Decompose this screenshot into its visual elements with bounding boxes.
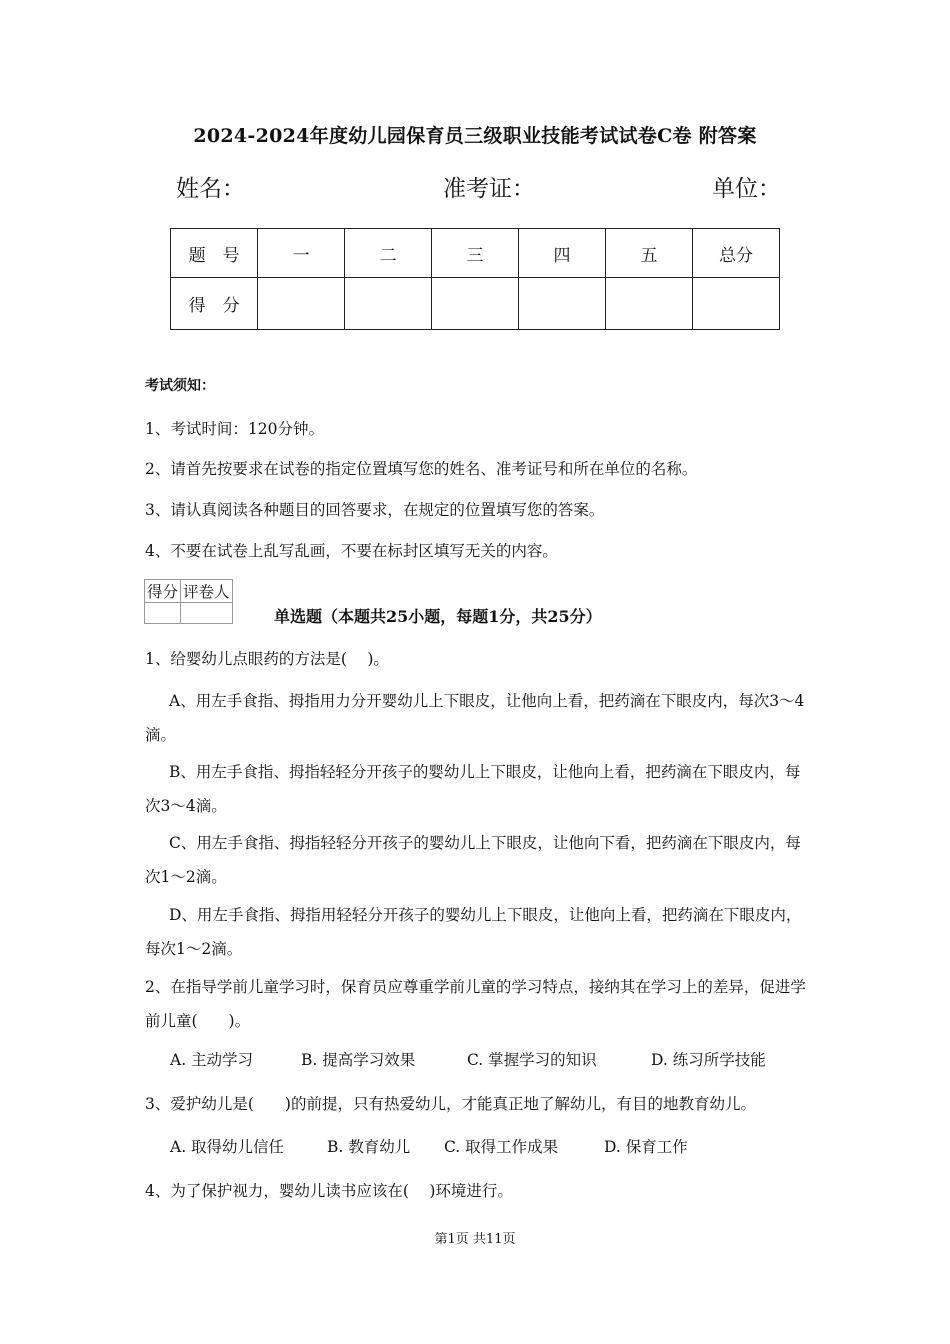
- exam-id-label: 准考证：: [443, 176, 535, 202]
- score-header-cell: 题 号: [171, 229, 258, 278]
- score-header-cell: 总分: [692, 229, 779, 278]
- question-3-option-b: B. 教育幼儿: [327, 1138, 411, 1156]
- question-1-stem: 1、给婴幼儿点眼药的方法是( )。: [145, 650, 389, 668]
- grader-reviewer-label: 评卷人: [181, 580, 233, 603]
- notice-item: 3、请认真阅读各种题目的回答要求，在规定的位置填写您的答案。: [145, 501, 605, 519]
- score-cell: [345, 278, 432, 330]
- score-cell: [258, 278, 345, 330]
- question-3-options: [170, 1137, 688, 1157]
- option-text: A、用左手食指、拇指用力分开婴幼儿上下眼皮，让他向上看，把药滴在下眼皮内，每次3～4滴。: [145, 692, 805, 744]
- notice-heading: 考试须知：: [145, 378, 215, 394]
- unit-label: 单位：: [712, 176, 781, 202]
- score-cell: [432, 278, 519, 330]
- grader-score-label: 得分: [145, 580, 181, 603]
- section-title: 单选题（本题共25小题，每题1分，共25分）: [274, 607, 602, 626]
- score-table: [170, 228, 780, 330]
- score-cell: [692, 278, 779, 330]
- page-footer: 第1页 共11页: [434, 1232, 516, 1247]
- name-label: 姓名：: [176, 176, 245, 202]
- grader-box: [144, 579, 233, 624]
- question-1-option-a: [145, 684, 813, 752]
- grader-reviewer-cell: [181, 603, 233, 624]
- score-table-score-row: [171, 278, 780, 330]
- option-text: C、用左手食指、拇指轻轻分开孩子的婴幼儿上下眼皮，让他向下看，把药滴在下眼皮内，每次1～2滴。: [145, 834, 801, 886]
- score-cell: [606, 278, 693, 330]
- document-title: 2024-2024年度幼儿园保育员三级职业技能考试试卷C卷 附答案: [193, 125, 757, 147]
- score-header-cell: 二: [345, 229, 432, 278]
- question-1-option-d: [145, 898, 813, 966]
- score-cell: [519, 278, 606, 330]
- grader-score-cell: [145, 603, 181, 624]
- question-2-option-a: A. 主动学习: [170, 1051, 254, 1069]
- question-1-option-b: [145, 755, 813, 823]
- notice-item: 4、不要在试卷上乱写乱画，不要在标封区填写无关的内容。: [145, 542, 558, 560]
- question-2-options: [170, 1050, 766, 1070]
- notice-item: 1、考试时间：120分钟。: [145, 420, 324, 438]
- question-2-option-c: C. 掌握学习的知识: [467, 1051, 597, 1069]
- question-3-option-a: A. 取得幼儿信任: [170, 1138, 285, 1156]
- score-header-cell: 五: [606, 229, 693, 278]
- option-text: D、用左手食指、拇指用轻轻分开孩子的婴幼儿上下眼皮，让他向上看，把药滴在下眼皮内，每次1～2滴。: [145, 906, 802, 958]
- score-row-label: 得 分: [171, 278, 258, 330]
- score-header-cell: 四: [519, 229, 606, 278]
- option-text: B、用左手食指、拇指轻轻分开孩子的婴幼儿上下眼皮，让他向上看，把药滴在下眼皮内，每次3～4滴。: [145, 763, 801, 815]
- question-3-stem: 3、爱护幼儿是( )的前提，只有热爱幼儿，才能真正地了解幼儿，有目的地教育幼儿。: [145, 1095, 756, 1113]
- question-1-option-c: [145, 826, 813, 894]
- question-2-option-b: B. 提高学习效果: [301, 1051, 416, 1069]
- question-4-stem: 4、为了保护视力，婴幼儿读书应该在( )环境进行。: [145, 1182, 513, 1200]
- score-table-header-row: [171, 229, 780, 278]
- question-2-option-d: D. 练习所学技能: [651, 1051, 766, 1069]
- question-2-stem: 2、在指导学前儿童学习时，保育员应尊重学前儿童的学习特点，接纳其在学习上的差异，促进学前儿童( )。: [145, 978, 806, 1030]
- score-header-cell: 三: [432, 229, 519, 278]
- notice-item: 2、请首先按要求在试卷的指定位置填写您的姓名、准考证号和所在单位的名称。: [145, 460, 698, 478]
- score-header-cell: 一: [258, 229, 345, 278]
- question-3-option-c: C. 取得工作成果: [444, 1138, 559, 1156]
- question-3-option-d: D. 保育工作: [604, 1138, 688, 1156]
